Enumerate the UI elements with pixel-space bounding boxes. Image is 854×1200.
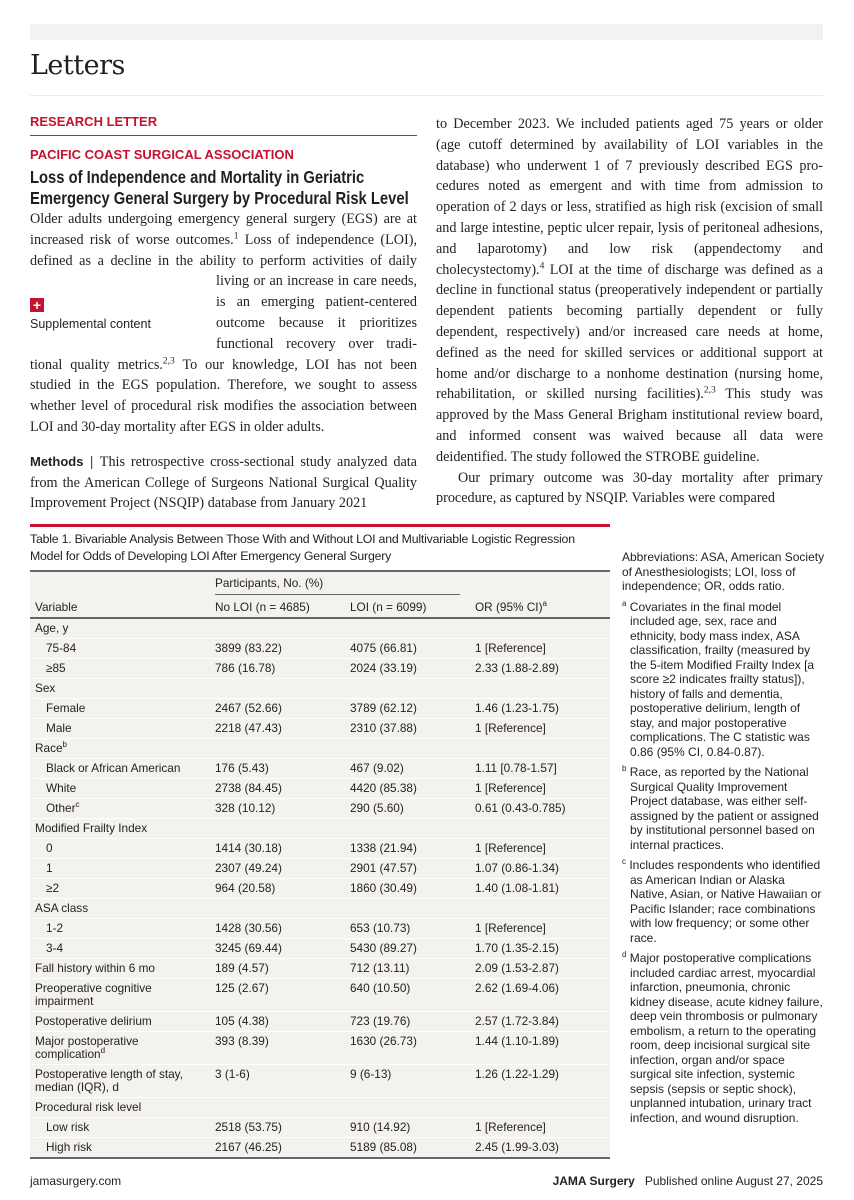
loi-cell: 723 (19.76): [345, 1012, 470, 1032]
or-cell: [470, 819, 610, 839]
society-label: PACIFIC COAST SURGICAL ASSOCIATION: [30, 147, 294, 162]
loi-cell: [345, 679, 470, 699]
article-title: Loss of Independence and Mortality in Geriatric Emergency General Surgery by Procedural Risk Level: [30, 167, 409, 208]
section-title: Letters: [30, 50, 125, 81]
variable-cell: 0: [30, 839, 210, 859]
supplemental-content-link[interactable]: [30, 294, 216, 352]
no-loi-cell: 1428 (30.56): [210, 919, 345, 939]
text: Older adults undergoing emergency general surgery (EGS) are at increased risk of worse outcomes.: [30, 211, 417, 248]
loi-cell: 2024 (33.19): [345, 659, 470, 679]
article-type: RESEARCH LETTER: [30, 114, 158, 129]
loi-cell: [345, 899, 470, 919]
citation[interactable]: 2,3: [703, 385, 716, 396]
publication-date: Published online August 27, 2025: [644, 1174, 823, 1188]
no-loi-cell: 3899 (83.22): [210, 639, 345, 659]
no-loi-cell: 1414 (30.18): [210, 839, 345, 859]
abbreviations: Abbreviations: ASA, American Society of Anesthesiologists; LOI, loss of independence; OR, odds ratio.: [622, 550, 825, 593]
loi-cell: 1860 (30.49): [345, 879, 470, 899]
or-cell: 1.46 (1.23-1.75): [470, 699, 610, 719]
variable-cell: Female: [30, 699, 210, 719]
variable-cell: 1-2: [30, 919, 210, 939]
no-loi-cell: [210, 819, 345, 839]
no-loi-cell: 964 (20.58): [210, 879, 345, 899]
table-row: [30, 799, 610, 819]
variable-cell: Low risk: [30, 1118, 210, 1138]
table-row: [30, 1065, 610, 1098]
divider: [30, 95, 823, 96]
text: This retrospective cross-sectional study analyzed data from the American College of Surgeons National Surgical Quality Improvement Project (NSQIP) database from January 2021: [30, 453, 417, 512]
or-cell: 0.61 (0.43-0.785): [470, 799, 610, 819]
or-cell: 1.70 (1.35-2.15): [470, 939, 610, 959]
variable-cell: 75-84: [30, 639, 210, 659]
table-group-row: [30, 679, 610, 699]
citation[interactable]: 4: [539, 260, 545, 271]
table-group-row: [30, 1098, 610, 1118]
table-group-row: [30, 618, 610, 639]
footnote: $^c$ Includes respondents who identified as American Indian or Alaska Native, Asian, or Native Hawaiian or Pacific Islander; race combinations with low frequency; or some other race.: [622, 857, 822, 945]
variable-cell: White: [30, 779, 210, 799]
or-cell: 1 [Reference]: [470, 779, 610, 799]
loi-cell: [345, 739, 470, 759]
separator: |: [83, 453, 100, 470]
table-row: [30, 979, 610, 1012]
citation[interactable]: 2,3: [162, 355, 175, 366]
table-row: [30, 1118, 610, 1138]
or-cell: 1 [Reference]: [470, 919, 610, 939]
or-cell: 2.45 (1.99-3.03): [470, 1138, 610, 1159]
no-loi-cell: 2738 (84.45): [210, 779, 345, 799]
or-cell: 1.26 (1.22-1.29): [470, 1065, 610, 1098]
participants-header: Participants, No. (%): [210, 571, 470, 598]
table-row: [30, 1138, 610, 1159]
text: to December 2023. We included patients aged 75 years or older (age cutoff determined by availability of LOI variables in the database) who underwent 1 of 7 previously described EGS procedures noted as emergent and with time from admission to operation of 2 days or less, stratified as high risk (excision of small and large intestine, peptic ulcer repair, lysis of peritoneal adhesions, and laparotomy) and low risk (appendectomy and cholecystectomy).: [436, 116, 823, 278]
loi-cell: 653 (10.73): [345, 919, 470, 939]
right-column: [436, 114, 823, 509]
page-footer: [30, 1174, 823, 1188]
variable-cell: High risk: [30, 1138, 210, 1159]
no-loi-cell: 2307 (49.24): [210, 859, 345, 879]
table-caption: Table 1. Bivariable Analysis Between Those With and Without LOI and Multivariable Logistic Regression Model for Odds of Developing LOI After Emergency General Surgery: [30, 532, 575, 563]
loi-cell: 5430 (89.27): [345, 939, 470, 959]
no-loi-cell: 189 (4.57): [210, 959, 345, 979]
website-link[interactable]: jamasurgery.com: [30, 1174, 122, 1188]
table-row: [30, 939, 610, 959]
variable-cell: Major postoperative complication$^d$: [30, 1032, 210, 1065]
or-cell: 1.07 (0.86-1.34): [470, 859, 610, 879]
or-cell: 1 [Reference]: [470, 1118, 610, 1138]
article-title-wrap: [30, 167, 417, 209]
no-loi-cell: [210, 618, 345, 639]
no-loi-cell: 3 (1-6): [210, 1065, 345, 1098]
variable-cell: Age, y: [30, 618, 210, 639]
table-row: [30, 699, 610, 719]
outcome-paragraph: Our primary outcome was 30-day mortality after primary procedure, as captured by NSQIP. Variables were compared: [436, 469, 823, 507]
table-row: [30, 759, 610, 779]
loi-cell: 910 (14.92): [345, 1118, 470, 1138]
or-cell: [470, 679, 610, 699]
or-cell: 2.57 (1.72-3.84): [470, 1012, 610, 1032]
methods-continued: [436, 114, 823, 468]
loi-cell: 467 (9.02): [345, 759, 470, 779]
table-row: [30, 1012, 610, 1032]
variable-cell: Preoperative cognitive impairment: [30, 979, 210, 1012]
loi-cell: 712 (13.11): [345, 959, 470, 979]
variable-cell: ASA class: [30, 899, 210, 919]
methods-paragraph: [30, 452, 417, 514]
or-cell: [470, 739, 610, 759]
variable-cell: Modified Frailty Index: [30, 819, 210, 839]
table-row: [30, 779, 610, 799]
column-header: LOI (n = 6099): [345, 598, 470, 618]
text: Loss of independence (LOI), defined as a decline in the ability to perform activities of daily living or an increase in care needs, is an emerging patient-centered outcome because it prioritizes functional recovery over traditional quality metrics.: [30, 231, 417, 373]
loi-cell: 9 (6-13): [345, 1065, 470, 1098]
loi-cell: [345, 819, 470, 839]
or-cell: 1 [Reference]: [470, 719, 610, 739]
citation[interactable]: 1: [233, 231, 239, 242]
table-group-row: [30, 899, 610, 919]
no-loi-cell: 176 (5.43): [210, 759, 345, 779]
variable-cell: Postoperative length of stay, median (IQR), d: [30, 1065, 210, 1098]
table-row: [30, 659, 610, 679]
or-cell: [470, 618, 610, 639]
no-loi-cell: 328 (10.12): [210, 799, 345, 819]
no-loi-cell: 786 (16.78): [210, 659, 345, 679]
plus-icon: +: [30, 298, 44, 312]
data-table: [30, 570, 610, 1159]
loi-cell: 5189 (85.08): [345, 1138, 470, 1159]
no-loi-cell: [210, 899, 345, 919]
table-row: [30, 839, 610, 859]
or-cell: 1.40 (1.08-1.81): [470, 879, 610, 899]
no-loi-cell: [210, 739, 345, 759]
no-loi-cell: [210, 679, 345, 699]
column-header: OR (95% CI)$^a$: [470, 598, 610, 618]
no-loi-cell: 2218 (47.43): [210, 719, 345, 739]
text: To our knowledge, LOI has not been studied in the EGS population. Therefore, we sought to assess whether level of procedural risk modifies the association between LOI and 30-day mortality after EGS in older adults.: [30, 356, 417, 435]
text: LOI at the time of discharge was defined as a decline in functional status (preoperatively independent or partially dependent patients becoming partially dependent or fully dependent, respectively) and/or increased care needs at home, defined as the need for skilled services or additional support at home and/or discharge to a nonhome destination (nursing home, rehabilitation, or skilled nursing facilities).: [436, 261, 823, 403]
loi-cell: 290 (5.60): [345, 799, 470, 819]
or-cell: 1.11 [0.78-1.57]: [470, 759, 610, 779]
loi-cell: 1630 (26.73): [345, 1032, 470, 1065]
left-column: [30, 112, 417, 514]
loi-cell: 2310 (37.88): [345, 719, 470, 739]
top-band: [30, 24, 823, 40]
footnote: $^b$ Race, as reported by the National Surgical Quality Improvement Project database, was either self-assigned by the patient or assigned by institutional personnel based on internal practices.: [622, 764, 819, 852]
or-cell: 2.33 (1.88-2.89): [470, 659, 610, 679]
no-loi-cell: 393 (8.39): [210, 1032, 345, 1065]
variable-cell: Sex: [30, 679, 210, 699]
loi-cell: 4420 (85.38): [345, 779, 470, 799]
table-group-row: [30, 819, 610, 839]
variable-cell: ≥85: [30, 659, 210, 679]
variable-cell: Fall history within 6 mo: [30, 959, 210, 979]
variable-cell: Procedural risk level: [30, 1098, 210, 1118]
or-cell: 2.62 (1.69-4.06): [470, 979, 610, 1012]
loi-cell: 3789 (62.12): [345, 699, 470, 719]
variable-cell: Black or African American: [30, 759, 210, 779]
variable-cell: Postoperative delirium: [30, 1012, 210, 1032]
no-loi-cell: 2518 (53.75): [210, 1118, 345, 1138]
table-footnotes: [622, 550, 825, 1131]
table-row: [30, 919, 610, 939]
column-header: No LOI (n = 4685): [210, 598, 345, 618]
table-row: [30, 639, 610, 659]
methods-heading: Methods: [30, 453, 84, 469]
table-row: [30, 879, 610, 899]
or-cell: [470, 899, 610, 919]
table-row: [30, 959, 610, 979]
table-group-row: [30, 739, 610, 759]
no-loi-cell: 105 (4.38): [210, 1012, 345, 1032]
loi-cell: 640 (10.50): [345, 979, 470, 1012]
or-cell: [470, 1098, 610, 1118]
divider: [30, 135, 417, 136]
variable-cell: Male: [30, 719, 210, 739]
intro-paragraph: [30, 209, 417, 438]
column-header: Variable: [30, 598, 210, 618]
table-1: [30, 524, 610, 1159]
variable-cell: ≥2: [30, 879, 210, 899]
no-loi-cell: 3245 (69.44): [210, 939, 345, 959]
no-loi-cell: [210, 1098, 345, 1118]
text: This study was approved by the Mass General Brigham institutional review board, and informed consent was waived because all data were deidentified. The study followed the STROBE guideline.: [436, 386, 823, 465]
footnote: $^d$ Major postoperative complications included cardiac arrest, myocardial infarction, pneumonia, chronic kidney disease, acute kidney failure, deep vein thrombosis or pulmonary embolism, a return to the operating room, deep incisional surgical site infection, organ and/or space surgical site infection, systemic sepsis (sepsis or septic shock), unplanned intubation, urinary tract infection, and wound disruption.: [622, 950, 823, 1125]
table-row: [30, 719, 610, 739]
no-loi-cell: 125 (2.67): [210, 979, 345, 1012]
loi-cell: 1338 (21.94): [345, 839, 470, 859]
supplemental-label: Supplemental content: [30, 317, 151, 331]
loi-cell: [345, 618, 470, 639]
loi-cell: 2901 (47.57): [345, 859, 470, 879]
or-cell: 1 [Reference]: [470, 839, 610, 859]
footnote: $^a$ Covariates in the final model included age, sex, race and ethnicity, body mass index, ASA classification, frailty (measured by the 5-item Modified Frailty Index [a score ≥2 indicates frailty status]), history of falls and dementia, postoperative delirium, length of stay, and major postoperative complications. The C statistic was 0.86 (95% CI, 0.84-0.87).: [622, 598, 815, 759]
variable-cell: 1: [30, 859, 210, 879]
table-row: [30, 859, 610, 879]
no-loi-cell: 2167 (46.25): [210, 1138, 345, 1159]
no-loi-cell: 2467 (52.66): [210, 699, 345, 719]
table-row: [30, 1032, 610, 1065]
journal-name: JAMA Surgery: [552, 1174, 635, 1188]
variable-cell: 3-4: [30, 939, 210, 959]
or-cell: 2.09 (1.53-2.87): [470, 959, 610, 979]
loi-cell: [345, 1098, 470, 1118]
or-cell: 1 [Reference]: [470, 639, 610, 659]
or-cell: 1.44 (1.10-1.89): [470, 1032, 610, 1065]
variable-cell: Other$^c$: [30, 799, 210, 819]
loi-cell: 4075 (66.81): [345, 639, 470, 659]
variable-cell: Race$^b$: [30, 739, 210, 759]
